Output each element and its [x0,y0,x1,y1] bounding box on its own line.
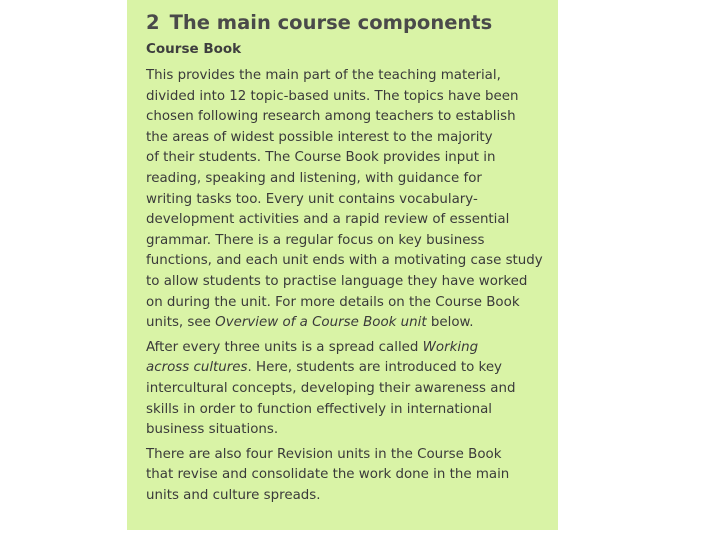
text-run: units, see [146,315,216,331]
text-run: After every three units is a spread called [146,339,423,355]
paragraph-course-book [146,66,548,334]
text-run: below. [426,315,474,331]
text-line: of their students. The Course Book provides input in [146,150,496,166]
text-line: that revise and consolidate the work done in the main [146,467,510,483]
section-subtitle: Course Book [146,41,242,57]
text-line: units and culture spreads. [146,487,321,503]
text-line: the areas of widest possible interest to the majority [146,129,493,145]
text-line: development activities and a rapid review of essential [146,212,510,228]
text-line: There are also four Revision units in the Course Book [146,446,502,462]
italic-run: across cultures [146,360,248,376]
section-title: The main course components [169,11,493,34]
text-line-last [146,313,548,334]
reference-overview-link: Overview of a Course Book unit [215,315,427,331]
text-line: divided into 12 topic-based units. The topics have been [146,88,519,104]
text-line: business situations. [146,422,279,438]
text-line [146,358,548,379]
course-components-panel [127,0,558,530]
text-line: on during the unit. For more details on the Course Book [146,294,520,310]
text-line: reading, speaking and listening, with guidance for [146,170,482,186]
text-line: chosen following research among teachers to establish [146,109,516,125]
italic-run: Working [422,339,479,355]
text-line: grammar. There is a regular focus on key business [146,232,485,248]
text-line: to allow students to practise language they have worked [146,273,528,289]
section-heading [146,10,548,36]
text-line [146,338,548,359]
text-line: skills in order to function effectively in international [146,401,493,417]
paragraph-revision-units [146,445,548,507]
text-line: intercultural concepts, developing their awareness and [146,380,516,396]
text-line: functions, and each unit ends with a motivating case study [146,253,543,269]
paragraph-working-across-cultures [146,338,548,441]
section-number: 2 [146,11,160,34]
text-line: writing tasks too. Every unit contains vocabulary- [146,191,478,207]
text-line: This provides the main part of the teaching material, [146,68,501,83]
text-run: . Here, students are introduced to key [247,360,502,376]
